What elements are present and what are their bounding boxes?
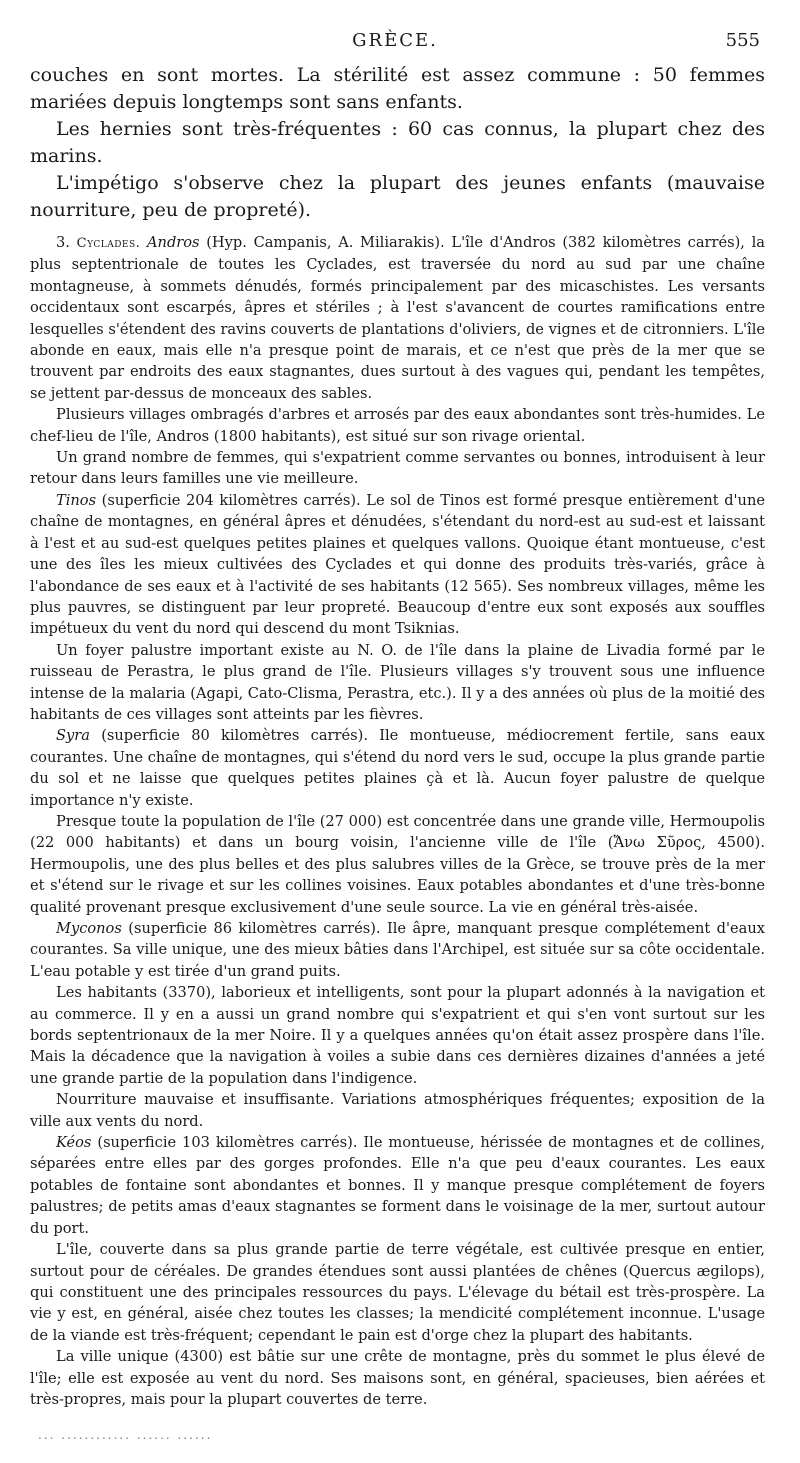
paragraph-text: (superficie 103 kilomètres carrés). Ile montueuse, hérissée de montagnes et de collines, séparées entre elles par des gorges profondes. Elle n'a que peu d'eaux courantes. Les eaux potables de fontaine sont abondantes et bonnes. Il y manque presque complétement de foyers palustres; de petits amas d'eaux stagnantes se forment dans le voisinage de la mer, surtout autour du port.: [30, 1134, 766, 1237]
island-name: Kéos: [56, 1134, 92, 1152]
paragraph-text: (superficie 204 kilomètres carrés). Le sol de Tinos est formé presque entièrement d'une chaîne de montagnes, en général âpres et dénudées, s'étendant du nord-est au sud-est et laissant à l'est et au sud-est quelques petites plaines et quelques vallons. Quoique étant montueuse, c'est une des îles les mieux cultivées des Cyclades et qui donne des produits très-variés, grâce à l'abondance de ses eaux et à l'activité de ses habitants (12 565). Ses nombreux villages, même les plus pauvres, se distinguent par leur propreté. Beaucoup d'entre eux sont exposés aux souffles impétueux du vent du nord qui descend du mont Tsiknias.: [30, 491, 765, 638]
paragraph-tinos: [30, 490, 765, 640]
island-name: Syra: [56, 727, 90, 745]
page-number: 555: [725, 30, 760, 51]
paragraph: [30, 982, 765, 1089]
paragraph-text: Un grand nombre de femmes, qui s'expatrient comme servantes ou bonnes, introduisent à leur retour dans leurs familles une vie meilleure.: [30, 449, 765, 488]
paragraph-text: (Hyp. Campanis, A. Miliarakis). L'île d'Andros (382 kilomètres carrés), la plus septentrionale de toutes les Cyclades, est traversée du nord au sud par une chaîne montagneuse, à sommets dénudés, formés principalement par des micaschistes. Les versants occidentaux sont escarpés, âpres et stériles ; à l'est s'avancent de courtes ramifications entre lesquelles s'étendent des ravins couverts de plantations d'oliviers, de vignes et de citronniers. L'île abonde en eaux, mais elle n'a presque point de marais, et ce n'est que près de la mer que se trouvent par endroits des eaux stagnantes, dues surtout à des vagues qui, pendant les tempêtes, se jettent par-dessus de monceaux des sables.: [30, 234, 765, 402]
paragraph-text: Nourriture mauvaise et insuffisante. Variations atmosphériques fréquentes; exposition de la ville aux vents du nord.: [30, 1091, 765, 1130]
paragraph-text: Les hernies sont très-fréquentes : 60 cas connus, la plupart chez des marins.: [30, 118, 765, 167]
paragraph-text: Les habitants (3370), laborieux et intelligents, sont pour la plupart adonnés à la navigation et au commerce. Il y en a aussi un grand nombre qui s'expatrient et qui s'en vont surtout sur les bords septentrionaux de la mer Noire. Il y a quelques années qu'on était assez prospère dans l'île. Mais la décadence que la navigation à voiles a subie dans ces dernières dizaines d'années a jeté une grande partie de la population dans l'indigence.: [30, 984, 765, 1087]
paragraph-text: La ville unique (4300) est bâtie sur une crête de montagne, près du sommet le plus élevé de l'île; elle est exposée au vent du nord. Ses maisons sont, en général, spacieuses, bien aérées et très-propres, mais pour la plupart couvertes de terre.: [30, 1348, 765, 1408]
paragraph-keos: [30, 1132, 765, 1239]
paragraph: [30, 116, 765, 170]
running-head: [30, 30, 760, 56]
paragraph-text: (superficie 80 kilomètres carrés). Ile montueuse, médiocrement fertile, sans eaux courantes. Une chaîne de montagnes, qui s'étend du nord vers le sud, occupe la plus grande partie du sol et ne laisse que quelques petites plaines çà et là. Aucun foyer palustre de quelque importance n'y existe.: [30, 727, 766, 809]
paragraph-text: Plusieurs villages ombragés d'arbres et arrosés par des eaux abondantes sont très-humides. Le chef-lieu de l'île, Andros (1800 habitants), est situé sur son rivage oriental.: [30, 406, 765, 445]
running-title: GRÈCE.: [352, 30, 438, 51]
body-text: [30, 62, 765, 1410]
paragraph: [30, 640, 765, 726]
paragraph-text: L'île, couverte dans sa plus grande partie de terre végétale, est cultivée presque en entier, surtout pour de céréales. De grandes étendues sont aussi plantées de chênes (Quercus ægilops), qui constituent une des principales ressources du pays. L'élevage du bétail est très-prospère. La vie y est, en général, aisée chez toutes les classes; la mendicité complétement inconnue. L'usage de la viande est très-fréquent; cependant le pain est d'orge chez la plupart des habitants.: [30, 1241, 765, 1344]
paragraph: [30, 170, 765, 224]
paragraph-myconos: [30, 918, 765, 982]
paragraph-text: couches en sont mortes. La stérilité est assez commune : 50 femmes mariées depuis longtemps sont sans enfants.: [30, 64, 765, 113]
paragraph: [30, 404, 765, 447]
section-heading: Cyclades.: [76, 236, 141, 251]
island-name: Myconos: [56, 920, 122, 937]
section-number: 3.: [56, 234, 70, 251]
paragraph-syra: [30, 725, 765, 811]
island-name: Andros: [147, 234, 200, 251]
paragraph: [30, 1346, 765, 1410]
paragraph: [30, 1239, 765, 1346]
paragraph: [30, 811, 765, 918]
paragraph: [30, 447, 765, 490]
paragraph: [30, 1089, 765, 1132]
section-paragraph-andros: [30, 232, 765, 404]
paragraph-text: Presque toute la population de l'île (27 000) est concentrée dans une grande ville, Hermoupolis (22 000 habitants) et dans un bourg voisin, l'ancienne ville de l'île (Ἄνω Σῦρος, 4500). Hermoupolis, une des plus belles et des plus salubres villes de la Grèce, se trouve près de la mer et s'étend sur le rivage et sur les collines voisines. Eaux potables abondantes et d'une très-bonne qualité provenant presque exclusivement d'une seule source. La vie en général très-aisée.: [30, 812, 765, 916]
paragraph-text: (superficie 86 kilomètres carrés). Ile âpre, manquant presque complétement d'eaux courantes. Sa ville unique, une des mieux bâties dans l'Archipel, est située sur sa côte occidentale. L'eau potable y est tirée d'un grand puits.: [30, 920, 766, 980]
paragraph: [30, 62, 765, 116]
paragraph-text: Un foyer palustre important existe au N. O. de l'île dans la plaine de Livadia formé par le ruisseau de Perastra, le plus grand de l'île. Plusieurs villages s'y trouvent sous une influence intense de la malaria (Agapi, Cato-Clisma, Perastra, etc.). Il y a des années où plus de la moitié des habitants de ces villages sont atteints par les fièvres.: [30, 641, 765, 723]
island-name: Tinos: [56, 491, 97, 509]
paragraph-text: L'impétigo s'observe chez la plupart des jeunes enfants (mauvaise nourriture, peu de propreté).: [30, 172, 765, 221]
footer-rule: ... ............ ...... ......: [38, 1428, 213, 1442]
